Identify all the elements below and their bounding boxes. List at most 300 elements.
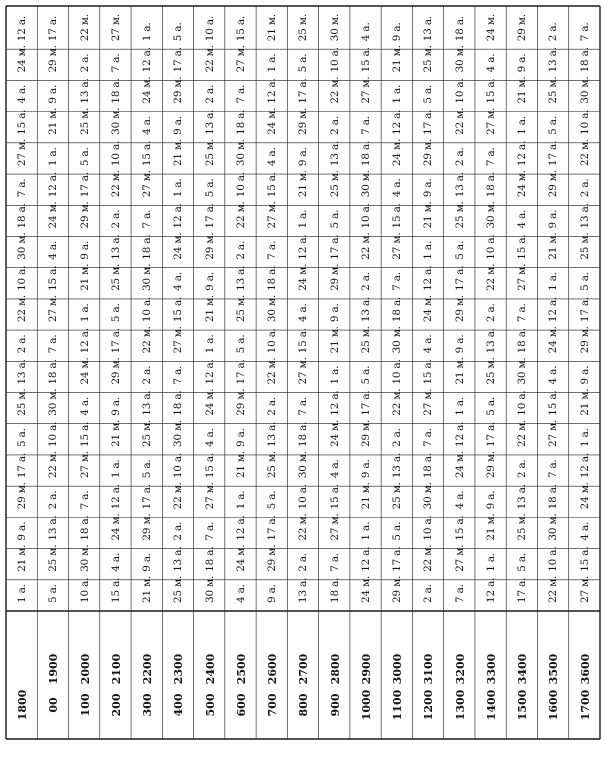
table-cell: 29 м. xyxy=(547,170,560,198)
table-cell: 1 а. xyxy=(484,552,497,572)
table-cell: 12 а. xyxy=(234,515,247,541)
year-label: 1400 xyxy=(484,689,498,721)
table-cell: 5 а. xyxy=(172,22,185,42)
table-cell: 25 м. xyxy=(141,419,154,447)
table-cell: 17 а. xyxy=(453,265,466,291)
table-cell: 22 м. xyxy=(78,14,91,42)
table-cell: 17 а. xyxy=(16,452,28,479)
table-cell: 21 м. xyxy=(359,482,372,510)
table-cell: 25 м. xyxy=(266,451,279,479)
table-cell: 2 а. xyxy=(141,365,154,385)
table-cell: 9 а. xyxy=(141,552,154,572)
table-cell: 30 м. xyxy=(547,513,560,541)
table-cell: 7 а. xyxy=(484,147,497,167)
table-cell: 2 а. xyxy=(172,521,185,541)
table-cell: 12 а. xyxy=(328,390,341,416)
table-cell: 10 а. xyxy=(78,577,91,603)
table-cell: 13 а. xyxy=(78,78,91,104)
table-cell: 12 а. xyxy=(359,546,372,572)
table-cell: 12 а. xyxy=(78,328,91,354)
table-cell: 13 а. xyxy=(203,109,216,135)
table-cell: 1 а. xyxy=(266,53,279,73)
table-cell: 18 а. xyxy=(172,390,185,416)
table-cell: 4 а. xyxy=(297,303,310,323)
table-cell: 4 а. xyxy=(47,240,60,260)
year-label: 100 xyxy=(78,693,92,717)
table-cell: 25 м. xyxy=(109,263,122,291)
table-cell: 22 м. xyxy=(547,575,560,603)
table-cell: 27 м. xyxy=(578,575,591,603)
table-cell: 29 м. xyxy=(141,513,154,541)
table-cell: 13 а. xyxy=(109,234,122,260)
table-cell: 5 а. xyxy=(141,459,154,479)
table-cell: 25 м. xyxy=(422,45,435,73)
year-label: 2400 xyxy=(203,653,217,685)
year-label: 1700 xyxy=(578,689,592,721)
table-cell: 30 м. xyxy=(16,232,28,260)
table-cell: 12 а. xyxy=(391,109,404,135)
table-cell: 29 м. xyxy=(203,232,216,260)
table-cell: 30 м. xyxy=(516,357,529,385)
table-cell: 15 а. xyxy=(578,546,591,572)
year-label: 2700 xyxy=(297,653,311,685)
table-cell: 30 м. xyxy=(47,388,60,416)
year-label: 00 xyxy=(47,697,61,713)
table-cell: 30 м. xyxy=(328,14,341,42)
table-cell: 2 а. xyxy=(391,428,404,447)
table-cell: 10 а. xyxy=(484,234,497,260)
table-cell: 10 а. xyxy=(16,265,28,291)
table-cell: 21 м. xyxy=(16,544,28,572)
table-cell: 4 а. xyxy=(359,22,372,42)
table-cell: 17 а. xyxy=(484,421,497,447)
year-label: 1900 xyxy=(47,653,61,685)
table-cell: 18 а. xyxy=(547,484,560,510)
table-cell: 18 а. xyxy=(297,421,310,447)
table-cell: 2 а. xyxy=(578,178,591,198)
table-cell: 24 м. xyxy=(578,482,591,510)
table-cell: 29 м. xyxy=(234,388,247,416)
year-label: 700 xyxy=(266,693,280,717)
table-cell: 22 м. xyxy=(484,263,497,291)
table-cell: 22 м. xyxy=(516,419,529,447)
table-cell: 29 м. xyxy=(391,575,404,603)
table-cell: 1 а. xyxy=(422,240,435,260)
table-cell: 17 а. xyxy=(547,140,560,167)
table-cell: 27 м. xyxy=(359,76,372,104)
table-cell: 12 а. xyxy=(578,452,591,479)
table-cell: 7 а. xyxy=(172,365,185,385)
table-cell: 29 м. xyxy=(578,326,591,354)
table-cell: 7 а. xyxy=(203,521,216,541)
table-cell: 24 м. xyxy=(172,232,185,260)
table-cell: 25 м. xyxy=(203,138,216,167)
table-cell: 17 а. xyxy=(359,390,372,416)
year-label: 1600 xyxy=(547,689,561,721)
table-cell: 13 а. xyxy=(391,452,404,479)
table-cell: 17 а. xyxy=(234,359,247,385)
table-cell: 2 а. xyxy=(234,240,247,260)
table-cell: 29 м. xyxy=(359,419,372,447)
table-cell: 22 м. xyxy=(16,294,28,323)
table-cell: 24 м. xyxy=(453,451,466,479)
table-cell: 2 а. xyxy=(359,272,372,291)
table-cell: 25 м. xyxy=(234,294,247,323)
table-cell: 30 м. xyxy=(297,451,310,479)
table-cell: 5 а. xyxy=(109,303,122,323)
table-cell: 1 а. xyxy=(47,147,60,167)
table-cell: 1 а. xyxy=(297,209,310,229)
year-label: 2500 xyxy=(234,653,248,685)
table-cell: 15 а. xyxy=(359,47,372,73)
table-cell: 15 а. xyxy=(297,328,310,354)
table-cell: 18 а. xyxy=(453,15,466,42)
table-cell: 24 м. xyxy=(391,138,404,167)
table-cell: 27 м. xyxy=(484,107,497,135)
table-cell: 9 а. xyxy=(516,53,529,73)
table-cell: 15 а. xyxy=(484,78,497,104)
table-cell: 24 м. xyxy=(203,388,216,416)
table-cell: 1 а. xyxy=(391,84,404,104)
table-cell: 10 а. xyxy=(297,484,310,510)
table-cell: 12 а. xyxy=(141,47,154,73)
table-cell: 4 а. xyxy=(453,490,466,510)
table-cell: 1 а. xyxy=(578,428,591,447)
table-cell: 4 а. xyxy=(141,116,154,135)
table-cell: 12 а. xyxy=(47,171,60,198)
table-cell: 30 м. xyxy=(391,326,404,354)
table-cell: 13 а. xyxy=(172,546,185,572)
table-cell: 24 м. xyxy=(266,107,279,135)
table-cell: 18 а. xyxy=(578,47,591,73)
table-cell: 25 м. xyxy=(297,14,310,42)
table-cell: 25 м. xyxy=(359,326,372,354)
table-cell: 24 м. xyxy=(297,263,310,291)
table-cell: 17 а. xyxy=(422,109,435,135)
year-label: 1100 xyxy=(391,689,405,721)
year-label: 600 xyxy=(234,693,248,717)
table-cell: 18 а. xyxy=(78,515,91,541)
table-cell: 22 м. xyxy=(422,544,435,572)
table-cell: 27 м. xyxy=(141,170,154,198)
table-cell: 15 а. xyxy=(391,203,404,229)
table-cell: 21 м. xyxy=(297,170,310,198)
table-cell: 29 м. xyxy=(266,544,279,572)
table-cell: 29 м. xyxy=(328,263,341,291)
table-cell: 7 а. xyxy=(359,116,372,135)
table-cell: 7 а. xyxy=(141,209,154,229)
table-cell: 21 м. xyxy=(547,232,560,260)
table-cell: 10 а. xyxy=(172,452,185,479)
table-cell: 1 а. xyxy=(547,272,560,291)
table-cell: 27 м. xyxy=(422,388,435,416)
year-label: 800 xyxy=(297,693,311,717)
table-cell: 17 а. xyxy=(266,515,279,541)
table-cell: 10 а. xyxy=(516,390,529,416)
table-cell: 1 а. xyxy=(234,490,247,510)
table-cell: 17 а. xyxy=(78,171,91,198)
table-cell: 25 м. xyxy=(484,357,497,385)
table-cell: 15 а. xyxy=(172,296,185,323)
table-cell: 4 а. xyxy=(266,147,279,167)
table-cell: 15 а. xyxy=(453,515,466,541)
table-cell: 25 м. xyxy=(78,107,91,135)
table-cell: 18 а. xyxy=(328,577,341,603)
table-cell: 29 м. xyxy=(109,357,122,385)
table-cell: 12 а. xyxy=(109,484,122,510)
table-cell: 10 а. xyxy=(328,47,341,73)
table-cell: 30 м. xyxy=(484,201,497,229)
table-cell: 27 м. xyxy=(453,544,466,572)
year-label: 1800 xyxy=(16,689,29,721)
table-cell: 21 м. xyxy=(141,575,154,603)
table-cell: 17 а. xyxy=(47,15,60,42)
table-cell: 2 а. xyxy=(547,22,560,42)
table-cell: 2 а. xyxy=(16,334,28,354)
table-cell: 27 м. xyxy=(297,357,310,385)
table-cell: 17 а. xyxy=(141,484,154,510)
table-cell: 5 а. xyxy=(16,428,28,447)
table-cell: 4 а. xyxy=(516,209,529,229)
table-cell: 21 м. xyxy=(266,14,279,42)
table-cell: 12 а. xyxy=(16,15,28,42)
table-cell: 10 а. xyxy=(109,140,122,167)
year-label: 2100 xyxy=(109,653,123,685)
table-cell: 15 а. xyxy=(328,484,341,510)
table-cell: 18 а. xyxy=(422,452,435,479)
year-label: 2000 xyxy=(78,653,92,685)
table-cell: 24 м. xyxy=(78,357,91,385)
table-cell: 24 м. xyxy=(109,513,122,541)
table-cell: 1 а. xyxy=(453,396,466,416)
table-cell: 5 а. xyxy=(203,178,216,198)
table-cell: 5 а. xyxy=(234,334,247,354)
table-cell: 17 а. xyxy=(297,78,310,104)
table-cell: 22 м. xyxy=(297,513,310,541)
table-cell: 2 а. xyxy=(203,84,216,104)
table-cell: 1 а. xyxy=(141,22,154,42)
table-cell: 25 м. xyxy=(391,482,404,510)
table-cell: 21 м. xyxy=(203,294,216,323)
table-cell: 18 а. xyxy=(359,140,372,167)
table-cell: 9 а. xyxy=(422,178,435,198)
table-cell: 17 а. xyxy=(328,234,341,260)
table-cell: 29 м. xyxy=(453,294,466,323)
table-cell: 4 а. xyxy=(109,552,122,572)
table-cell: 21 м. xyxy=(422,201,435,229)
table-cell: 12 а. xyxy=(453,421,466,447)
year-label: 2800 xyxy=(328,653,342,685)
table-cell: 7 а. xyxy=(547,459,560,479)
table-cell: 22 м. xyxy=(391,388,404,416)
table-cell: 7 а. xyxy=(328,552,341,572)
table-cell: 27 м. xyxy=(266,201,279,229)
table-cell: 25 м. xyxy=(47,544,60,572)
table-cell: 1 а. xyxy=(78,303,91,323)
table-cell: 21 м. xyxy=(578,388,591,416)
table-cell: 13 а. xyxy=(516,484,529,510)
table-cell: 12 а. xyxy=(422,265,435,291)
table-cell: 27 м. xyxy=(16,138,28,167)
table-cell: 22 м. xyxy=(109,170,122,198)
table-cell: 1 а. xyxy=(109,459,122,479)
year-label: 3500 xyxy=(547,653,561,685)
table-cell: 4 а. xyxy=(391,178,404,198)
table-cell: 15 а. xyxy=(141,140,154,167)
table-cell: 17 а. xyxy=(391,546,404,572)
table-cell: 15 а. xyxy=(109,577,122,603)
table-cell: 7 а. xyxy=(453,584,466,603)
table-cell: 15 а. xyxy=(47,265,60,291)
year-label: 3000 xyxy=(391,653,405,685)
table-cell: 5 а. xyxy=(391,521,404,541)
table-cell: 18 а. xyxy=(484,171,497,198)
table-cell: 7 а. xyxy=(578,22,591,42)
table-cell: 1 а. xyxy=(16,584,28,603)
table-cell: 29 м. xyxy=(16,482,28,510)
table-cell: 21 м. xyxy=(172,138,185,167)
table-cell: 17 а. xyxy=(203,203,216,229)
table-cell: 9 а. xyxy=(359,459,372,479)
table-cell: 21 м. xyxy=(453,357,466,385)
table-cell: 24 м. xyxy=(234,544,247,572)
table-cell: 30 м. xyxy=(203,575,216,603)
table-cell: 17 а. xyxy=(109,328,122,354)
year-label: 2300 xyxy=(172,653,186,685)
table-cell: 9 а. xyxy=(16,521,28,541)
table-cell: 5 а. xyxy=(516,552,529,572)
table-cell: 18 а. xyxy=(141,234,154,260)
table-cell: 12 а. xyxy=(547,296,560,323)
table-cell: 22 м. xyxy=(266,357,279,385)
table-cell: 9 а. xyxy=(172,116,185,135)
table-cell: 5 а. xyxy=(484,396,497,416)
table-cell: 12 а. xyxy=(203,359,216,385)
table-cell: 2 а. xyxy=(78,53,91,73)
table-cell: 13 а. xyxy=(47,515,60,541)
table-cell: 24 м. xyxy=(47,201,60,229)
table-cell: 30 м. xyxy=(422,482,435,510)
table-cell: 15 а. xyxy=(516,234,529,260)
table-cell: 2 а. xyxy=(297,552,310,572)
table-cell: 29 м. xyxy=(422,138,435,167)
table-cell: 24 м. xyxy=(16,45,28,73)
table-cell: 27 м. xyxy=(203,482,216,510)
table-cell: 4 а. xyxy=(203,428,216,447)
table-cell: 22 м. xyxy=(359,232,372,260)
table-cell: 7 а. xyxy=(391,272,404,291)
table-cell: 29 м. xyxy=(172,76,185,104)
table-cell: 15 а. xyxy=(547,390,560,416)
table-cell: 9 а. xyxy=(484,490,497,510)
table-cell: 9 а. xyxy=(328,303,341,323)
table-cell: 13 а. xyxy=(234,265,247,291)
table-cell: 4 а. xyxy=(16,84,28,104)
table-cell: 21 м. xyxy=(516,76,529,104)
table-cell: 7 а. xyxy=(297,396,310,416)
year-label: 2600 xyxy=(266,653,280,685)
table-cell: 7 а. xyxy=(516,303,529,323)
table-cell: 30 м. xyxy=(234,138,247,167)
table-cell: 12 а. xyxy=(172,203,185,229)
year-label: 2900 xyxy=(359,653,373,685)
table-cell: 21 м. xyxy=(484,513,497,541)
table-cell: 4 а. xyxy=(547,365,560,385)
table-cell: 24 м. xyxy=(547,326,560,354)
table-cell: 10 а. xyxy=(203,15,216,42)
table-cell: 9 а. xyxy=(78,240,91,260)
table-cell: 25 м. xyxy=(16,388,28,416)
table-cell: 9 а. xyxy=(391,22,404,42)
table-cell: 25 м. xyxy=(328,170,341,198)
table-cell: 15 а. xyxy=(16,109,28,135)
table-cell: 5 а. xyxy=(422,84,435,104)
table-cell: 29 м. xyxy=(484,451,497,479)
table-cell: 5 а. xyxy=(453,240,466,260)
table-cell: 21 м. xyxy=(328,326,341,354)
table-cell: 22 м. xyxy=(203,45,216,73)
table-cell: 22 м. xyxy=(47,451,60,479)
table-cell: 9 а. xyxy=(109,396,122,416)
table-cell: 25 м. xyxy=(453,201,466,229)
table-cell: 18 а. xyxy=(203,546,216,572)
table-cell: 22 м. xyxy=(141,326,154,354)
table-cell: 4 а. xyxy=(484,53,497,73)
table-cell: 22 м. xyxy=(234,201,247,229)
year-label: 900 xyxy=(328,693,342,717)
year-label: 3300 xyxy=(484,653,498,685)
table-cell: 2 а. xyxy=(453,147,466,167)
table-cell: 15 а. xyxy=(266,171,279,198)
table-cell: 7 а. xyxy=(47,334,60,354)
table-cell: 9 а. xyxy=(234,428,247,447)
table-cell: 10 а. xyxy=(266,328,279,354)
table-cell: 18 а. xyxy=(16,203,28,229)
table-cell: 1 а. xyxy=(359,521,372,541)
table-cell: 30 м. xyxy=(172,419,185,447)
table-cell: 15 а. xyxy=(234,15,247,42)
table-cell: 29 м. xyxy=(297,107,310,135)
table-cell: 13 а. xyxy=(359,296,372,323)
table-cell: 5 а. xyxy=(547,116,560,135)
table-cell: 10 а. xyxy=(234,171,247,198)
table-cell: 22 м. xyxy=(578,138,591,167)
table-cell: 5 а. xyxy=(78,147,91,167)
table-cell: 12 а. xyxy=(516,140,529,167)
table-cell: 24 м. xyxy=(516,170,529,198)
table-cell: 30 м. xyxy=(359,170,372,198)
table-cell: 21 м. xyxy=(47,107,60,135)
table-cell: 4 а. xyxy=(234,584,247,603)
table-cell: 27 м. xyxy=(78,451,91,479)
table-cell: 18 а. xyxy=(266,265,279,291)
table-cell: 5 а. xyxy=(359,365,372,385)
table-cell: 4 а. xyxy=(172,272,185,291)
table-cell: 27 м. xyxy=(391,232,404,260)
year-label: 1500 xyxy=(516,689,530,721)
table-cell: 18 а. xyxy=(109,78,122,104)
table-cell: 5 а. xyxy=(578,272,591,291)
table-cell: 29 м. xyxy=(78,201,91,229)
table-cell: 7 а. xyxy=(422,428,435,447)
table-cell: 30 м. xyxy=(78,544,91,572)
table-cell: 13 а. xyxy=(453,171,466,198)
table-cell: 1 а. xyxy=(203,334,216,354)
table-cell: 27 м. xyxy=(547,419,560,447)
table-cell: 5 а. xyxy=(297,53,310,73)
table-cell: 5 а. xyxy=(266,490,279,510)
year-label: 1000 xyxy=(359,689,373,721)
